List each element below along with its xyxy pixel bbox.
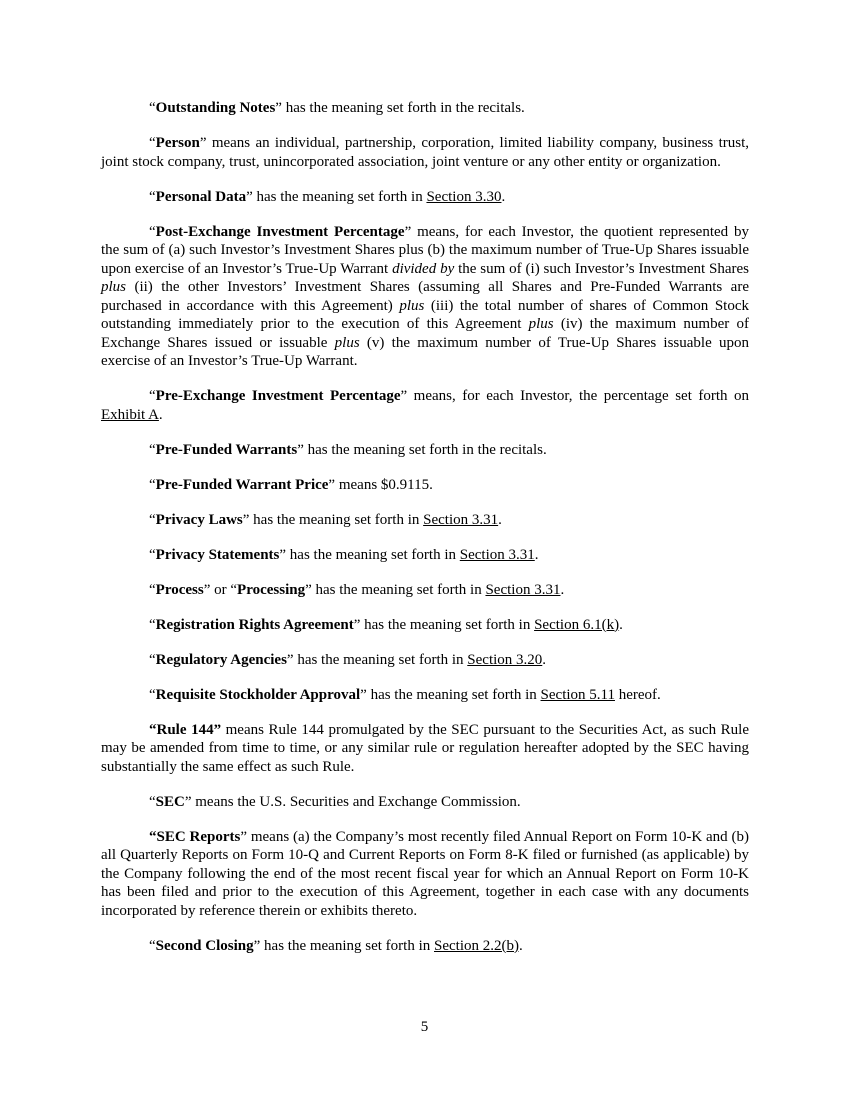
section-reference: Exhibit A [101, 406, 159, 423]
defined-term: Privacy Statements [155, 546, 280, 563]
definition-paragraph [101, 937, 749, 956]
defined-term: Pre-Exchange Investment Percentage [155, 388, 401, 404]
definition-text: means Rule 144 promulgated by the SEC pursuant to the Securities Act, as such Rule may be amended from time to time, or any similar rule or regulation hereafter adopted by the SEC having substantially the same effect as such Rule. [101, 721, 749, 775]
definition-text: ” has the meaning set forth in [279, 546, 460, 563]
definition-text: “ [149, 188, 156, 205]
definition-paragraph [101, 188, 749, 207]
definition-text: ” has the meaning set forth in [242, 511, 424, 528]
definition-text: “ [149, 651, 156, 668]
definition-paragraph [101, 686, 749, 705]
defined-term: Second Closing [155, 937, 254, 954]
definition-text: “ [149, 511, 156, 528]
definition-paragraph [101, 546, 749, 565]
definitions-list [101, 99, 749, 955]
defined-term: Outstanding Notes [155, 100, 276, 116]
definition-text: (iv) the maximum number of Exchange Shares issued or issuable [101, 316, 749, 351]
definition-text: ” means, for each Investor, the percentage set forth on [400, 388, 749, 404]
section-reference: Section 3.31 [423, 511, 499, 528]
definition-paragraph [101, 223, 749, 371]
definition-text: ” has the meaning set forth in [286, 651, 468, 668]
definition-text: (iii) the total number of shares of Common Stock outstanding immediately prior to the execution of this Agreement [101, 297, 750, 332]
definition-text: “ [149, 223, 156, 240]
defined-term: Privacy Laws [155, 511, 243, 528]
definition-text: (ii) the other Investors’ Investment Shares (assuming all Shares and Pre-Funded Warrants are purchased in accordance with this Agreement) [101, 279, 749, 314]
definition-paragraph [101, 476, 749, 495]
page-number: 5 [420, 1019, 429, 1035]
defined-term: Processing [237, 581, 306, 598]
definition-paragraph [101, 721, 749, 777]
defined-term: Requisite Stockholder Approval [155, 686, 361, 703]
defined-term: Pre-Funded Warrants [155, 441, 298, 458]
emphasis-text: plus [399, 297, 425, 314]
section-reference: Section 3.30 [426, 188, 502, 205]
definition-text: “ [149, 476, 156, 493]
definition-text: hereof. [614, 686, 661, 703]
definition-text: ” means $0.9115. [328, 476, 433, 493]
defined-term: SEC [155, 793, 185, 810]
defined-term: Regulatory Agencies [155, 651, 287, 668]
definition-text: the sum of (i) such Investor’s Investment Shares [454, 260, 749, 277]
defined-term: Personal Data [155, 188, 247, 205]
definition-text: “ [149, 100, 156, 116]
definition-text: ” has the meaning set forth in [360, 686, 541, 703]
definition-text: . [534, 546, 539, 563]
definition-paragraph [101, 99, 749, 118]
emphasis-text: divided by [392, 260, 455, 277]
definition-text: ” means an individual, partnership, corporation, limited liability company, business trust, joint stock company, trust, unincorporated association, joint venture or any other entity or organization. [101, 135, 749, 170]
section-reference: Section 6.1(k) [534, 616, 620, 633]
definition-paragraph [101, 651, 749, 670]
definition-text: ” has the meaning set forth in [253, 937, 434, 954]
emphasis-text: plus [334, 334, 360, 351]
definition-text: (v) the maximum number of True-Up Shares issuable upon exercise of an Investor’s True-Up Warrant. [101, 334, 749, 369]
defined-term: “Rule 144” [149, 721, 222, 738]
definition-text: “ [149, 937, 156, 954]
defined-term: Process [155, 581, 204, 598]
defined-term: Pre-Funded Warrant Price [155, 476, 329, 493]
definition-text: . [619, 616, 623, 633]
definition-text: “ [149, 388, 156, 404]
definition-paragraph [101, 441, 749, 460]
definition-text: . [542, 651, 547, 668]
definition-text: . [518, 937, 523, 954]
section-reference: Section 3.31 [459, 546, 535, 563]
definition-paragraph [101, 511, 749, 530]
definition-text: “ [149, 686, 156, 703]
emphasis-text: plus [101, 279, 127, 295]
definition-text: “ [149, 581, 156, 598]
definition-text: ” has the meaning set forth in [305, 581, 486, 598]
defined-term: Person [155, 135, 200, 151]
definition-text: ” means the U.S. Securities and Exchange Commission. [184, 793, 521, 810]
document-page [101, 99, 749, 972]
section-reference: Section 5.11 [540, 686, 615, 703]
definition-text: ” has the meaning set forth in the recitals. [297, 441, 547, 458]
definition-text: ” has the meaning set forth in [353, 616, 535, 633]
definition-paragraph [101, 134, 749, 171]
definition-text: “ [149, 441, 156, 458]
defined-term: Registration Rights Agreement [155, 616, 354, 633]
definition-paragraph [101, 793, 749, 812]
definition-text: ” means (a) the Company’s most recently filed Annual Report on Form 10-K and (b) all Quarterly Reports on Form 10-Q and Current Reports on Form 8-K filed or furnished (as applicable) by the Company following the end of the most recent fiscal year for which an Annual Report on Form 10-K has been filed and prior to the execution of this Agreement, together in each case with any documents incorporated by reference therein or exhibits thereto. [101, 828, 749, 919]
definition-paragraph [101, 581, 749, 600]
definition-paragraph [101, 828, 749, 921]
section-reference: Section 2.2(b) [434, 937, 519, 954]
emphasis-text: plus [528, 316, 554, 332]
defined-term: Post-Exchange Investment Percentage [155, 223, 405, 240]
definition-text: ” has the meaning set forth in the recitals. [275, 100, 525, 116]
definition-text: . [158, 406, 163, 423]
section-reference: Section 3.20 [467, 651, 543, 668]
definition-text: . [560, 581, 565, 598]
definition-text: ” or “ [203, 581, 238, 598]
definition-paragraph [101, 387, 749, 424]
definition-text: “ [149, 616, 156, 633]
definition-text: ” has the meaning set forth in [246, 188, 427, 205]
definition-text: “ [149, 135, 156, 151]
defined-term: “SEC Reports [149, 828, 241, 845]
definition-text: “ [149, 793, 156, 810]
definition-text: “ [149, 546, 156, 563]
definition-paragraph [101, 616, 749, 635]
section-reference: Section 3.31 [485, 581, 561, 598]
definition-text: . [501, 188, 506, 205]
definition-text: ” means, for each Investor, the quotient represented by the sum of (a) such Investor’s Investment Shares plus (b) the maximum number of True-Up Shares issuable upon exercise of an Investor’s True-Up Warrant [101, 223, 749, 277]
definition-text: . [498, 511, 502, 528]
